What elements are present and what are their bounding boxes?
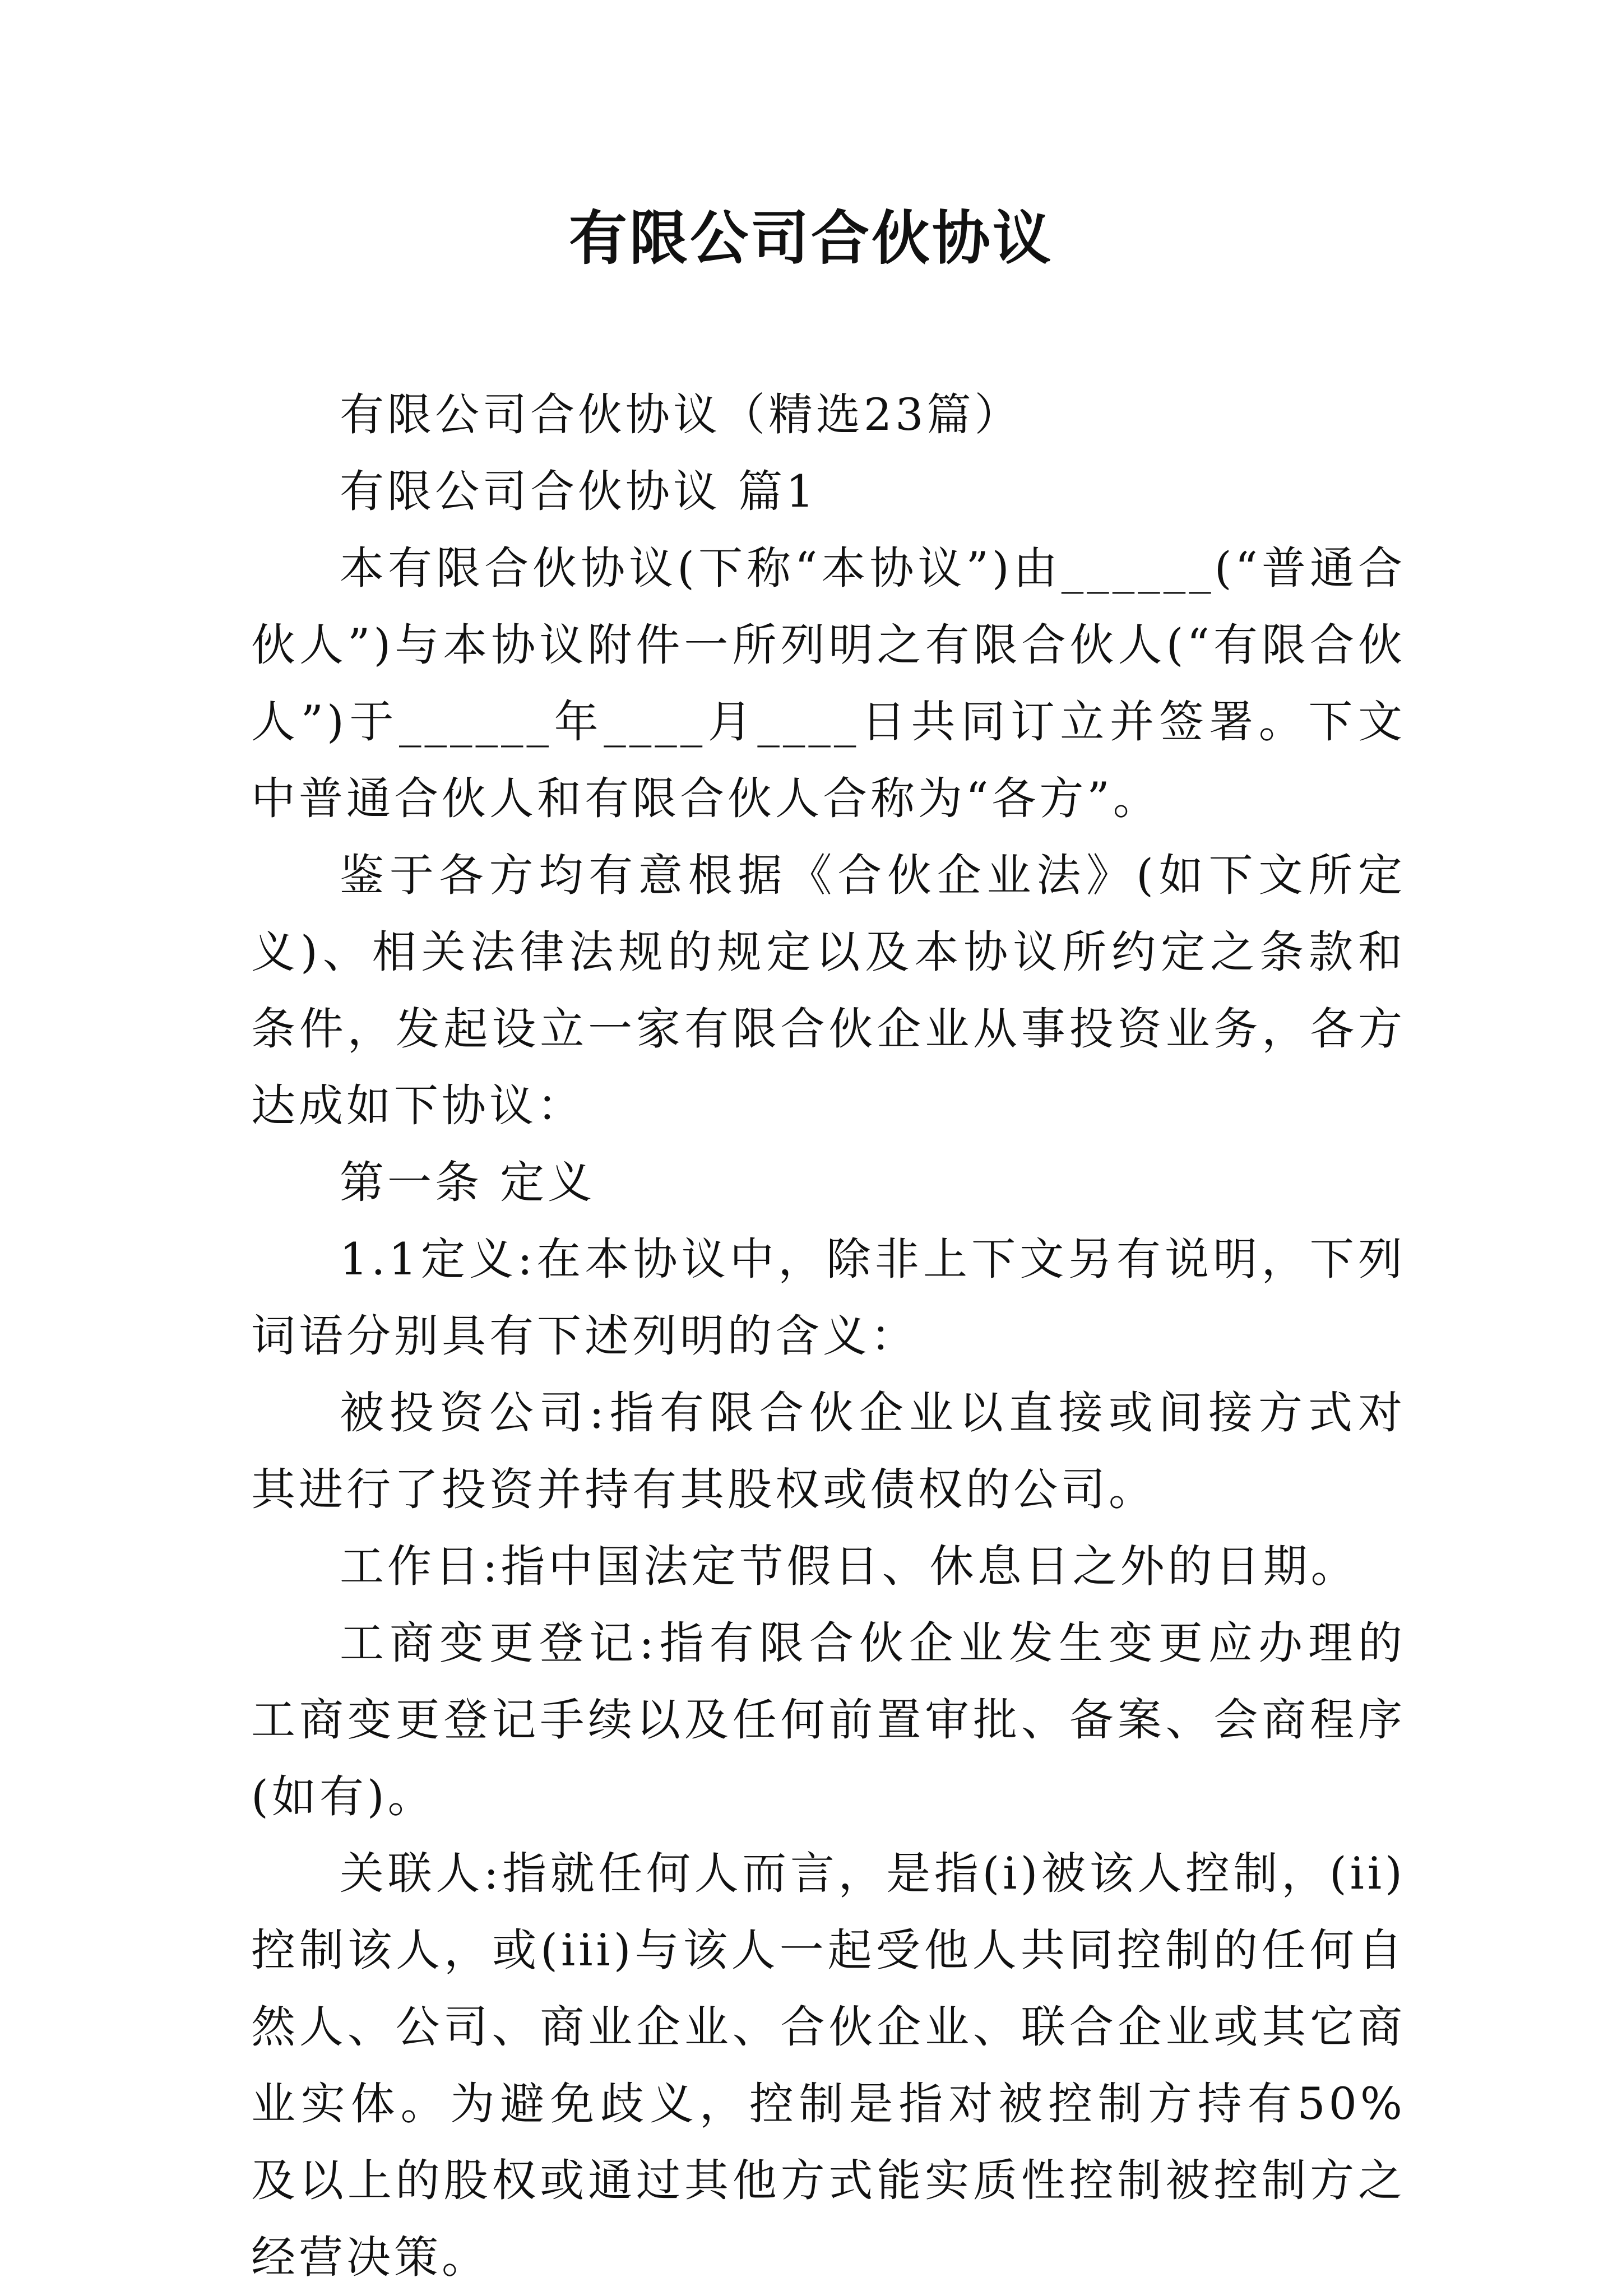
article-one-heading: 第一条 定义 [340, 1157, 596, 1208]
definition-invested-company: 被投资公司:指有限合伙企业以直接或间接方式对其进行了投资并持有其股权或债权的公司。 [251, 1387, 1406, 1515]
definition-registration-change: 工商变更登记:指有限合伙企业发生变更应办理的工商变更登记手续以及任何前置审批、备案、会商程序(如有)。 [251, 1617, 1406, 1822]
subtitle-paragraph: 有限公司合伙协议（精选23篇） [340, 389, 1022, 440]
recital-paragraph: 鉴于各方均有意根据《合伙企业法》(如下文所定义)、相关法律法规的规定以及本协议所约定之条款和条件，发起设立一家有限合伙企业从事投资业务，各方达成如下协议： [251, 850, 1406, 1131]
section-heading-part-1: 有限公司合伙协议 篇1 [340, 466, 818, 517]
document-title: 有限公司合伙协议 [568, 204, 1053, 272]
definition-business-day: 工作日:指中国法定节假日、休息日之外的日期。 [340, 1541, 1359, 1592]
document-body [251, 377, 1406, 2296]
agreement-intro-paragraph: 本有限合伙协议(下称“本协议”)由______(“普通合伙人”)与本协议附件一所列明之有限合伙人(“有限合伙人”)于______年____月____日共同订立并签署。下文中普通合伙人和有限合伙人合称为“各方”。 [251, 542, 1406, 824]
definition-intro-paragraph: 1.1定义:在本协议中，除非上下文另有说明，下列词语分别具有下述列明的含义： [251, 1233, 1406, 1362]
definition-affiliate: 关联人:指就任何人而言，是指(i)被该人控制，(ii)控制该人，或(iii)与该人一起受他人共同控制的任何自然人、公司、商业企业、合伙企业、联合企业或其它商业实体。为避免歧义，控制是指对被控制方持有50%及以上的股权或通过其他方式能实质性控制被控制方之经营决策。 [251, 1848, 1406, 2283]
